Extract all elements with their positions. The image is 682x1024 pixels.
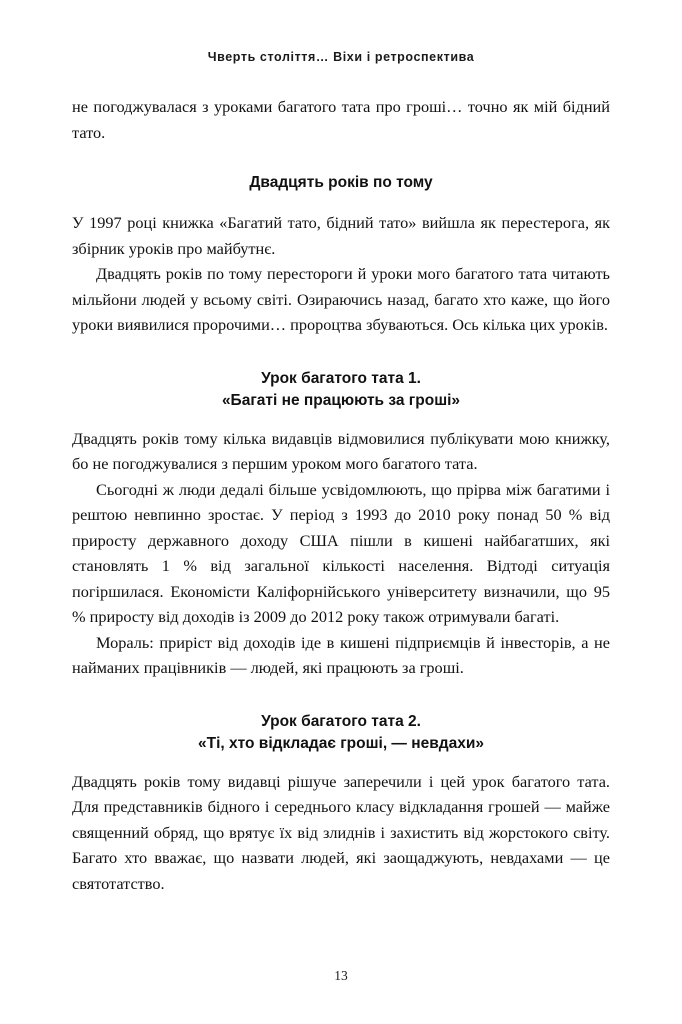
running-head: Чверть століття… Віхи і ретроспектива	[207, 50, 475, 64]
paragraph-1993-book: У 1997 році книжка «Багатий тато, бідний тато» вийшла як перестерога, як збірник уроків про майбутнє.	[72, 213, 610, 258]
lesson-2-heading-line-2: «Ті, хто відкладає гроші, — невдахи»	[198, 734, 484, 752]
paragraph-publishers-refused: Двадцять років тому кілька видавців відмовилися публікувати мою книжку, бо не погоджувалися з першим уроком мого багатого тата.	[72, 428, 610, 473]
lesson-1-heading-line-1: Урок багатого тата 1.	[261, 369, 421, 387]
page-number: 13	[334, 968, 348, 983]
lesson-2-heading-line-1: Урок багатого тата 2.	[261, 712, 421, 730]
paragraph-twenty-years-later: Двадцять років по тому перестороги й уроки мого багатого тата читають мільйони людей у всьому світі. Озираючись назад, багато хто каже, що його уроки виявилися пророчими… пророцтва збуваються. Ось кілька цих уроків.	[72, 264, 610, 334]
section-heading-lesson-2	[72, 711, 610, 755]
lesson-1-heading-line-2: «Багаті не працюють за гроші»	[221, 391, 461, 409]
section-heading-twenty-years: Двадцять років по тому	[249, 174, 433, 191]
paragraph-moral-1: Мораль: приріст від доходів іде в кишені підприємців й інвесторів, а не найманих працівників — людей, які працюють за гроші.	[72, 632, 610, 677]
paragraph-savers-losers: Двадцять років тому видавці рішуче заперечили і цей урок багатого тата. Для представників бідного і середнього класу відкладання грошей — майже священний обряд, що врятує їх від злиднів і захистить від жорстокого світу. Багато хто вважає, що назвати людей, які заощаджують, невдахами — це святотатство.	[72, 771, 610, 893]
section-heading-lesson-1	[72, 368, 610, 412]
paragraph-wealth-gap: Сьогодні ж люди дедалі більше усвідомлюють, що прірва між багатими і рештою невпинно зростає. У період з 1993 до 2010 року понад 50 % від приросту державного доходу США пішли в кишені найбагатших, які становлять 1 % від загальної кількості населення. Відтоді ситуація погіршилася. Економісти Каліфорнійського університету визначили, що 95 % приросту від доходів із 2009 до 2012 року також отримували багаті.	[72, 479, 610, 626]
paragraph-continued: не погоджувалася з уроками багатого тата про гроші… точно як мій бідний тато.	[72, 97, 610, 142]
